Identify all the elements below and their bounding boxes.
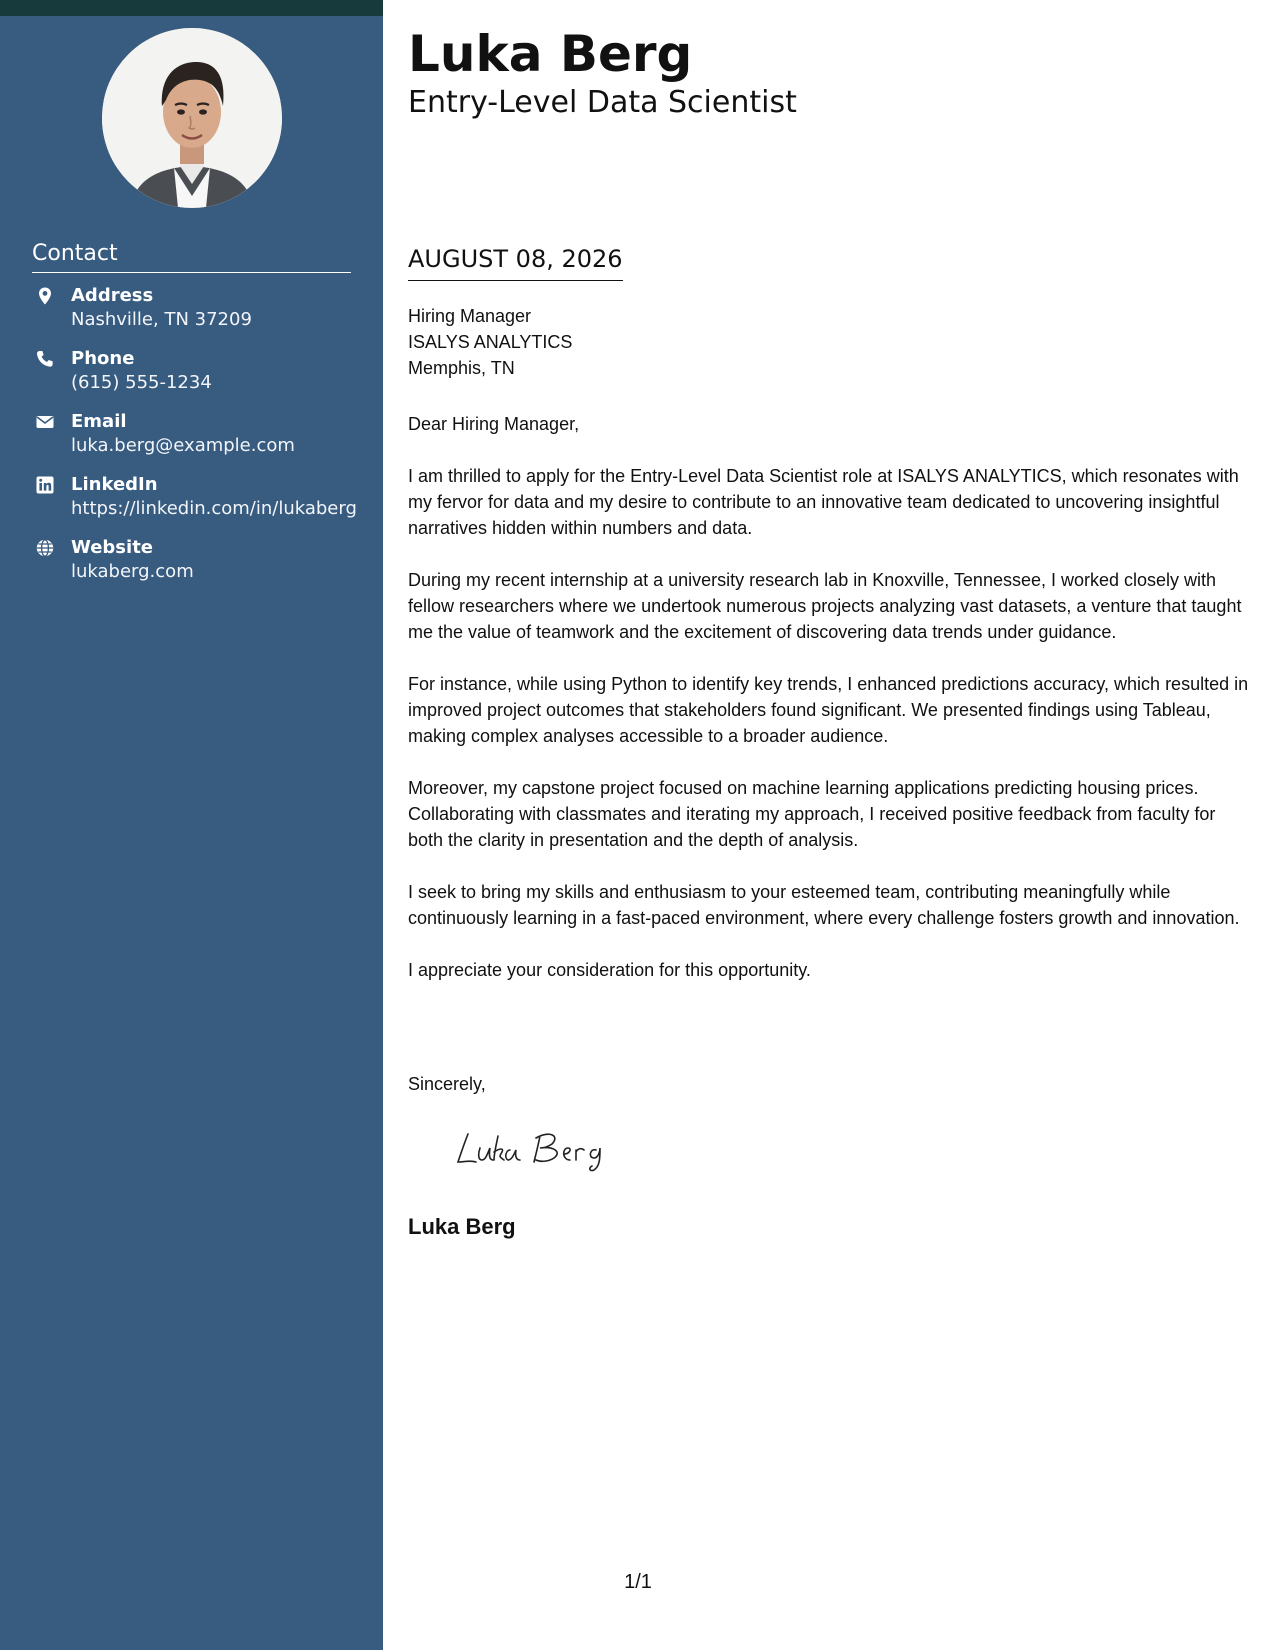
linkedin-value[interactable]: https://linkedin.com/in/lukaberg	[71, 498, 357, 519]
sidebar-top-band	[0, 0, 383, 16]
contact-item-website	[32, 536, 372, 599]
map-pin-icon	[36, 287, 54, 305]
page-number: 1/1	[624, 1571, 652, 1593]
linkedin-icon	[36, 476, 54, 494]
recipient-line: Hiring Manager	[408, 306, 532, 326]
contact-item-address	[32, 284, 372, 347]
envelope-icon	[36, 413, 54, 431]
body-paragraph: Moreover, my capstone project focused on machine learning applications predicting housing prices. Collaborating with classmates and iterating my approach, I received positive feedback from faculty for both the clarity in presentation and the depth of analysis.	[408, 778, 1216, 850]
signed-name: Luka Berg	[408, 1214, 516, 1239]
letter-body	[408, 411, 1253, 1009]
contact-label: Address	[71, 285, 154, 306]
contact-label: Website	[71, 537, 154, 558]
body-paragraph: I seek to bring my skills and enthusiasm to your esteemed team, contributing meaningfully while continuously learning in a fast-paced environment, where every challenge fosters growth and innovation.	[408, 882, 1240, 928]
address-value: Nashville, TN 37209	[71, 309, 252, 330]
contact-list	[32, 284, 372, 599]
closing: Sincerely,	[408, 1074, 486, 1094]
phone-value: (615) 555-1234	[71, 372, 212, 393]
contact-heading: Contact	[32, 240, 351, 273]
phone-icon	[36, 350, 54, 368]
body-paragraph: I appreciate your consideration for this opportunity.	[408, 960, 811, 980]
sidebar	[0, 0, 383, 1650]
body-paragraph: I am thrilled to apply for the Entry-Level Data Scientist role at ISALYS ANALYTICS, which resonates with my fervor for data and my desire to contribute to an innovative team dedicated to uncovering insightful narratives hidden within numbers and data.	[408, 466, 1239, 538]
applicant-name: Luka Berg	[408, 25, 693, 83]
recipient-line: ISALYS ANALYTICS	[408, 332, 573, 352]
globe-icon	[36, 539, 54, 557]
applicant-job-title: Entry-Level Data Scientist	[408, 85, 797, 120]
handwritten-signature	[454, 1118, 624, 1174]
recipient-line: Memphis, TN	[408, 358, 515, 378]
salutation: Dear Hiring Manager,	[408, 414, 580, 434]
body-paragraph: For instance, while using Python to identify key trends, I enhanced predictions accuracy, which resulted in improved project outcomes that stakeholders found significant. We presented findings using Tableau, making complex analyses accessible to a broader audience.	[408, 674, 1249, 746]
website-value[interactable]: lukaberg.com	[71, 561, 194, 582]
profile-photo-illustration	[102, 28, 282, 208]
contact-item-linkedin	[32, 473, 372, 536]
contact-item-email	[32, 410, 372, 473]
contact-item-phone	[32, 347, 372, 410]
body-paragraph: During my recent internship at a university research lab in Knoxville, Tennessee, I worked closely with fellow researchers where we undertook numerous projects analyzing vast datasets, a venture that taught me the value of teamwork and the excitement of discovering data trends under guidance.	[408, 570, 1242, 642]
contact-label: Phone	[71, 348, 135, 369]
recipient-block	[408, 303, 572, 381]
contact-label: Email	[71, 411, 127, 432]
letter-date: AUGUST 08, 2026	[408, 244, 623, 281]
email-value[interactable]: luka.berg@example.com	[71, 435, 295, 456]
profile-photo	[102, 28, 282, 208]
contact-label: LinkedIn	[71, 474, 158, 495]
